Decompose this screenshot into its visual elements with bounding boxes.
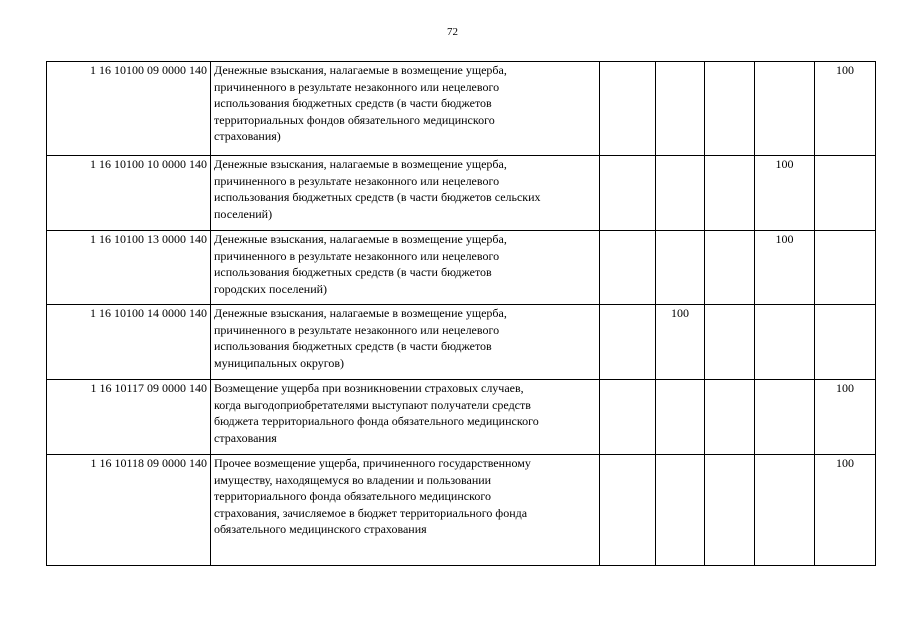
distribution-percent-cell (600, 231, 656, 305)
distribution-percent-cell (600, 380, 656, 455)
description-line: страхования, зачисляемое в бюджет территориального фонда (214, 505, 528, 520)
description-line: Денежные взыскания, налагаемые в возмещение ущерба, (214, 157, 507, 171)
distribution-percent-cell (656, 380, 705, 455)
distribution-percent-cell (656, 455, 705, 566)
kbk-code-cell: 1 16 10100 09 0000 140 (47, 62, 211, 156)
kbk-code-cell: 1 16 10117 09 0000 140 (47, 380, 211, 455)
table-row (47, 62, 876, 156)
revenue-description-cell (211, 455, 600, 566)
distribution-percent-cell (656, 62, 705, 156)
distribution-percent-cell (705, 380, 755, 455)
distribution-percent-cell (755, 455, 815, 566)
table-row (47, 455, 876, 566)
distribution-percent-cell: 100 (755, 231, 815, 305)
table-row (47, 380, 876, 455)
description-line: Денежные взыскания, налагаемые в возмещение ущерба, (214, 306, 507, 320)
description-line: поселений) (214, 206, 273, 221)
distribution-percent-cell (815, 156, 876, 231)
table-row (47, 231, 876, 305)
description-line: муниципальных округов) (214, 355, 345, 370)
revenue-description-cell (211, 62, 600, 156)
distribution-percent-cell (600, 305, 656, 380)
distribution-percent-cell (815, 305, 876, 380)
description-line: Возмещение ущерба при возникновении страховых случаев, (214, 381, 524, 395)
description-line: имуществу, находящемуся во владении и пользовании (214, 472, 492, 487)
distribution-percent-cell (705, 62, 755, 156)
distribution-percent-cell (600, 156, 656, 231)
revenue-description-cell (211, 380, 600, 455)
description-line: причиненного в результате незаконного или нецелевого (214, 173, 500, 188)
distribution-percent-cell: 100 (656, 305, 705, 380)
distribution-percent-cell (656, 156, 705, 231)
description-line: когда выгодоприобретателями выступают получатели средств (214, 397, 531, 412)
revenue-description-cell (211, 305, 600, 380)
distribution-percent-cell (755, 62, 815, 156)
revenue-description-cell (211, 231, 600, 305)
kbk-code-cell: 1 16 10100 14 0000 140 (47, 305, 211, 380)
description-line: обязательного медицинского страхования (214, 522, 427, 536)
kbk-code-cell: 1 16 10118 09 0000 140 (47, 455, 211, 566)
description-line: городских поселений) (214, 281, 328, 296)
distribution-percent-cell (705, 305, 755, 380)
description-line: Денежные взыскания, налагаемые в возмещение ущерба, (214, 232, 507, 246)
description-line: бюджета территориального фонда обязательного медицинского (214, 414, 539, 428)
kbk-code-cell: 1 16 10100 10 0000 140 (47, 156, 211, 231)
table-row (47, 305, 876, 380)
description-line: страхования) (214, 129, 281, 143)
page-number: 72 (447, 26, 458, 38)
distribution-percent-cell (656, 231, 705, 305)
distribution-percent-cell: 100 (755, 156, 815, 231)
description-line: причиненного в результате незаконного или нецелевого (214, 79, 500, 94)
table-row (47, 156, 876, 231)
description-line: причиненного в результате незаконного или нецелевого (214, 248, 500, 263)
distribution-percent-cell (705, 455, 755, 566)
description-line: Прочее возмещение ущерба, причиненного государственному (214, 456, 531, 470)
budget-classification-table (46, 61, 876, 566)
distribution-percent-cell (600, 62, 656, 156)
distribution-percent-cell (755, 305, 815, 380)
description-line: использования бюджетных средств (в части бюджетов сельских (214, 190, 541, 204)
distribution-percent-cell: 100 (815, 455, 876, 566)
description-line: страхования (214, 430, 277, 445)
distribution-percent-cell (705, 156, 755, 231)
description-line: причиненного в результате незаконного или нецелевого (214, 322, 500, 337)
distribution-percent-cell: 100 (815, 62, 876, 156)
description-line: использования бюджетных средств (в части бюджетов (214, 265, 492, 279)
description-line: территориальных фондов обязательного медицинского (214, 112, 495, 127)
distribution-percent-cell (815, 231, 876, 305)
distribution-percent-cell (705, 231, 755, 305)
distribution-percent-cell (600, 455, 656, 566)
distribution-percent-cell: 100 (815, 380, 876, 455)
description-line: использования бюджетных средств (в части бюджетов (214, 339, 492, 353)
description-line: территориального фонда обязательного медицинского (214, 489, 491, 503)
kbk-code-cell: 1 16 10100 13 0000 140 (47, 231, 211, 305)
description-line: Денежные взыскания, налагаемые в возмещение ущерба, (214, 63, 507, 77)
distribution-percent-cell (755, 380, 815, 455)
description-line: использования бюджетных средств (в части бюджетов (214, 96, 492, 110)
revenue-description-cell (211, 156, 600, 231)
